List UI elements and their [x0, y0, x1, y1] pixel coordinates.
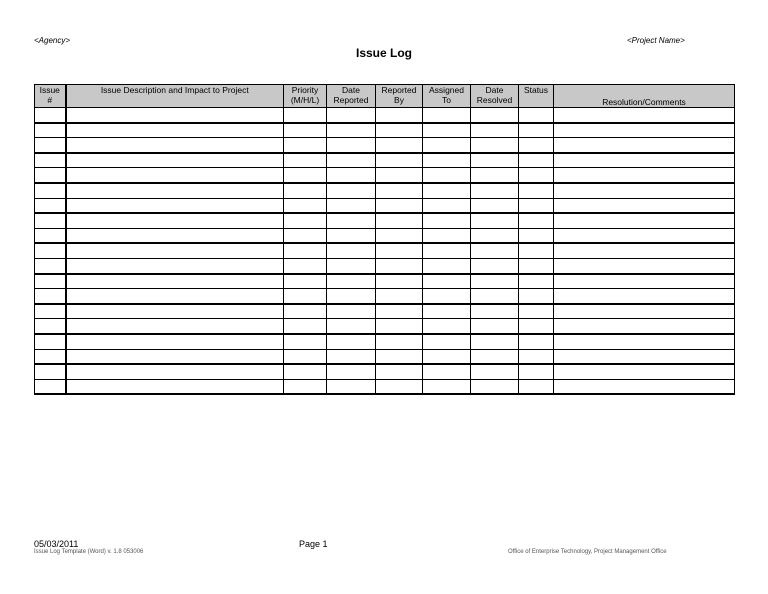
table-cell[interactable]	[554, 289, 735, 304]
table-cell[interactable]	[66, 304, 284, 319]
table-cell[interactable]	[554, 319, 735, 334]
table-cell[interactable]	[423, 138, 471, 153]
table-cell[interactable]	[327, 168, 376, 183]
col-header-date-resolved: Date Resolved	[471, 85, 519, 108]
table-cell[interactable]	[554, 228, 735, 243]
table-cell[interactable]	[35, 319, 66, 334]
table-cell[interactable]	[519, 153, 554, 168]
table-row	[35, 364, 735, 379]
table-cell[interactable]	[327, 243, 376, 258]
table-cell[interactable]	[471, 213, 519, 228]
table-cell[interactable]	[284, 379, 327, 394]
table-cell[interactable]	[519, 274, 554, 289]
table-cell[interactable]	[554, 243, 735, 258]
footer-template-version: Issue Log Template (Word) v. 1.8 053006	[34, 549, 144, 555]
table-cell[interactable]	[327, 123, 376, 138]
table-cell[interactable]	[376, 258, 423, 273]
table-cell[interactable]	[554, 349, 735, 364]
table-cell[interactable]	[519, 213, 554, 228]
table-row	[35, 349, 735, 364]
table-cell[interactable]	[519, 168, 554, 183]
table-cell[interactable]	[471, 198, 519, 213]
table-cell[interactable]	[66, 123, 284, 138]
table-cell[interactable]	[35, 168, 66, 183]
table-cell[interactable]	[423, 168, 471, 183]
table-cell[interactable]	[376, 198, 423, 213]
table-cell[interactable]	[376, 319, 423, 334]
table-cell[interactable]	[66, 153, 284, 168]
table-cell[interactable]	[376, 274, 423, 289]
footer-page-number: Page 1	[299, 539, 328, 549]
table-row	[35, 168, 735, 183]
table-cell[interactable]	[66, 228, 284, 243]
table-cell[interactable]	[35, 334, 66, 349]
table-cell[interactable]	[327, 274, 376, 289]
table-cell[interactable]	[423, 258, 471, 273]
table-row	[35, 274, 735, 289]
table-cell[interactable]	[554, 304, 735, 319]
table-cell[interactable]	[284, 228, 327, 243]
table-cell[interactable]	[376, 138, 423, 153]
table-cell[interactable]	[519, 334, 554, 349]
table-row	[35, 258, 735, 273]
table-cell[interactable]	[554, 364, 735, 379]
table-cell[interactable]	[66, 364, 284, 379]
table-cell[interactable]	[423, 349, 471, 364]
col-header-issue-description: Issue Description and Impact to Project	[66, 85, 284, 108]
table-cell[interactable]	[423, 274, 471, 289]
table-cell[interactable]	[66, 379, 284, 394]
table-cell[interactable]	[423, 198, 471, 213]
table-cell[interactable]	[519, 258, 554, 273]
table-body	[35, 108, 735, 395]
table-cell[interactable]	[423, 153, 471, 168]
table-cell[interactable]	[471, 228, 519, 243]
table-cell[interactable]	[35, 213, 66, 228]
table-cell[interactable]	[35, 258, 66, 273]
table-cell[interactable]	[284, 153, 327, 168]
table-cell[interactable]	[284, 274, 327, 289]
table-row	[35, 334, 735, 349]
table-cell[interactable]	[376, 123, 423, 138]
table-cell[interactable]	[471, 274, 519, 289]
table-cell[interactable]	[423, 364, 471, 379]
table-cell[interactable]	[519, 289, 554, 304]
table-cell[interactable]	[376, 168, 423, 183]
table-cell[interactable]	[327, 153, 376, 168]
table-cell[interactable]	[423, 228, 471, 243]
table-cell[interactable]	[66, 108, 284, 123]
table-cell[interactable]	[284, 258, 327, 273]
table-header-row	[35, 85, 735, 108]
col-header-issue-number: Issue #	[35, 85, 66, 108]
table-cell[interactable]	[327, 198, 376, 213]
table-cell[interactable]	[66, 138, 284, 153]
table-cell[interactable]	[35, 123, 66, 138]
table-cell[interactable]	[284, 304, 327, 319]
table-cell[interactable]	[284, 123, 327, 138]
table-cell[interactable]	[284, 319, 327, 334]
col-header-priority: Priority (M/H/L)	[284, 85, 327, 108]
table-cell[interactable]	[471, 138, 519, 153]
table-cell[interactable]	[66, 258, 284, 273]
table-cell[interactable]	[423, 304, 471, 319]
table-cell[interactable]	[66, 198, 284, 213]
table-cell[interactable]	[327, 228, 376, 243]
table-cell[interactable]	[471, 364, 519, 379]
table-cell[interactable]	[471, 108, 519, 123]
table-cell[interactable]	[376, 349, 423, 364]
table-cell[interactable]	[66, 319, 284, 334]
table-cell[interactable]	[35, 304, 66, 319]
table-cell[interactable]	[35, 138, 66, 153]
table-cell[interactable]	[327, 379, 376, 394]
col-header-assigned-to: Assigned To	[423, 85, 471, 108]
table-cell[interactable]	[66, 213, 284, 228]
table-cell[interactable]	[554, 123, 735, 138]
table-cell[interactable]	[519, 198, 554, 213]
table-cell[interactable]	[519, 108, 554, 123]
table-cell[interactable]	[519, 379, 554, 394]
table-cell[interactable]	[471, 168, 519, 183]
table-cell[interactable]	[35, 228, 66, 243]
table-cell[interactable]	[471, 379, 519, 394]
table-row	[35, 198, 735, 213]
table-cell[interactable]	[554, 108, 735, 123]
table-cell[interactable]	[519, 304, 554, 319]
table-row	[35, 243, 735, 258]
table-cell[interactable]	[519, 349, 554, 364]
table-row	[35, 213, 735, 228]
table-cell[interactable]	[376, 334, 423, 349]
table-cell[interactable]	[284, 168, 327, 183]
table-cell[interactable]	[327, 138, 376, 153]
table-cell[interactable]	[284, 183, 327, 198]
table-cell[interactable]	[554, 334, 735, 349]
table-row	[35, 379, 735, 394]
table-cell[interactable]	[327, 258, 376, 273]
table-cell[interactable]	[284, 213, 327, 228]
table-cell[interactable]	[471, 304, 519, 319]
page-title: Issue Log	[355, 46, 412, 60]
table-cell[interactable]	[35, 153, 66, 168]
table-cell[interactable]	[327, 289, 376, 304]
footer-date: 05/03/2011	[34, 539, 79, 549]
table-cell[interactable]	[35, 198, 66, 213]
table-cell[interactable]	[423, 183, 471, 198]
table-cell[interactable]	[327, 319, 376, 334]
table-cell[interactable]	[376, 379, 423, 394]
table-cell[interactable]	[519, 364, 554, 379]
table-cell[interactable]	[554, 198, 735, 213]
table-cell[interactable]	[471, 183, 519, 198]
table-cell[interactable]	[327, 364, 376, 379]
table-cell[interactable]	[66, 349, 284, 364]
table-cell[interactable]	[284, 334, 327, 349]
table-cell[interactable]	[554, 379, 735, 394]
table-cell[interactable]	[376, 183, 423, 198]
table-cell[interactable]	[35, 108, 66, 123]
table-cell[interactable]	[66, 334, 284, 349]
table-cell[interactable]	[519, 138, 554, 153]
table-cell[interactable]	[327, 349, 376, 364]
table-cell[interactable]	[519, 319, 554, 334]
table-cell[interactable]	[284, 364, 327, 379]
table-cell[interactable]	[423, 334, 471, 349]
table-cell[interactable]	[284, 349, 327, 364]
col-header-status: Status	[519, 85, 554, 108]
table-cell[interactable]	[554, 138, 735, 153]
table-cell[interactable]	[376, 213, 423, 228]
table-cell[interactable]	[471, 153, 519, 168]
table-cell[interactable]	[376, 153, 423, 168]
table-cell[interactable]	[423, 213, 471, 228]
table-cell[interactable]	[327, 304, 376, 319]
table-cell[interactable]	[327, 334, 376, 349]
table-cell[interactable]	[471, 289, 519, 304]
table-cell[interactable]	[423, 379, 471, 394]
table-row	[35, 228, 735, 243]
agency-placeholder: <Agency>	[34, 36, 71, 45]
table-cell[interactable]	[471, 349, 519, 364]
table-cell[interactable]	[471, 319, 519, 334]
table-cell[interactable]	[35, 243, 66, 258]
table-cell[interactable]	[66, 243, 284, 258]
table-cell[interactable]	[519, 123, 554, 138]
col-header-resolution-comments: Resolution/Comments	[554, 85, 735, 108]
table-cell[interactable]	[284, 108, 327, 123]
table-cell[interactable]	[284, 138, 327, 153]
table-cell[interactable]	[554, 168, 735, 183]
table-cell[interactable]	[66, 289, 284, 304]
table-cell[interactable]	[327, 213, 376, 228]
table-cell[interactable]	[327, 108, 376, 123]
table-cell[interactable]	[284, 243, 327, 258]
table-cell[interactable]	[554, 153, 735, 168]
project-name-placeholder: <Project Name>	[627, 36, 685, 45]
table-cell[interactable]	[519, 228, 554, 243]
table-cell[interactable]	[376, 364, 423, 379]
table-cell[interactable]	[519, 243, 554, 258]
table-cell[interactable]	[471, 123, 519, 138]
table-cell[interactable]	[471, 243, 519, 258]
table-cell[interactable]	[376, 243, 423, 258]
table-cell[interactable]	[471, 258, 519, 273]
table-cell[interactable]	[423, 243, 471, 258]
table-cell[interactable]	[554, 213, 735, 228]
table-cell[interactable]	[66, 274, 284, 289]
table-cell[interactable]	[376, 108, 423, 123]
table-cell[interactable]	[35, 274, 66, 289]
table-row	[35, 289, 735, 304]
table-cell[interactable]	[35, 379, 66, 394]
table-cell[interactable]	[376, 228, 423, 243]
table-cell[interactable]	[554, 183, 735, 198]
table-cell[interactable]	[35, 364, 66, 379]
table-cell[interactable]	[35, 183, 66, 198]
table-cell[interactable]	[327, 183, 376, 198]
table-cell[interactable]	[471, 334, 519, 349]
table-row	[35, 138, 735, 153]
col-header-date-reported: Date Reported	[327, 85, 376, 108]
issue-log-table	[34, 84, 735, 395]
table-cell[interactable]	[423, 108, 471, 123]
table-cell[interactable]	[423, 319, 471, 334]
table-row	[35, 319, 735, 334]
table-row	[35, 304, 735, 319]
col-header-reported-by: Reported By	[376, 85, 423, 108]
table-cell[interactable]	[66, 183, 284, 198]
table-cell[interactable]	[376, 304, 423, 319]
table-row	[35, 183, 735, 198]
table-cell[interactable]	[423, 289, 471, 304]
footer-office: Office of Enterprise Technology, Project Management Office	[508, 549, 667, 555]
table-row	[35, 123, 735, 138]
table-cell[interactable]	[35, 349, 66, 364]
table-cell[interactable]	[284, 289, 327, 304]
table-cell[interactable]	[554, 258, 735, 273]
table-cell[interactable]	[519, 183, 554, 198]
table-cell[interactable]	[35, 289, 66, 304]
table-row	[35, 153, 735, 168]
table-cell[interactable]	[376, 289, 423, 304]
table-cell[interactable]	[423, 123, 471, 138]
table-row	[35, 108, 735, 123]
table-cell[interactable]	[554, 274, 735, 289]
table-cell[interactable]	[66, 168, 284, 183]
table-cell[interactable]	[284, 198, 327, 213]
